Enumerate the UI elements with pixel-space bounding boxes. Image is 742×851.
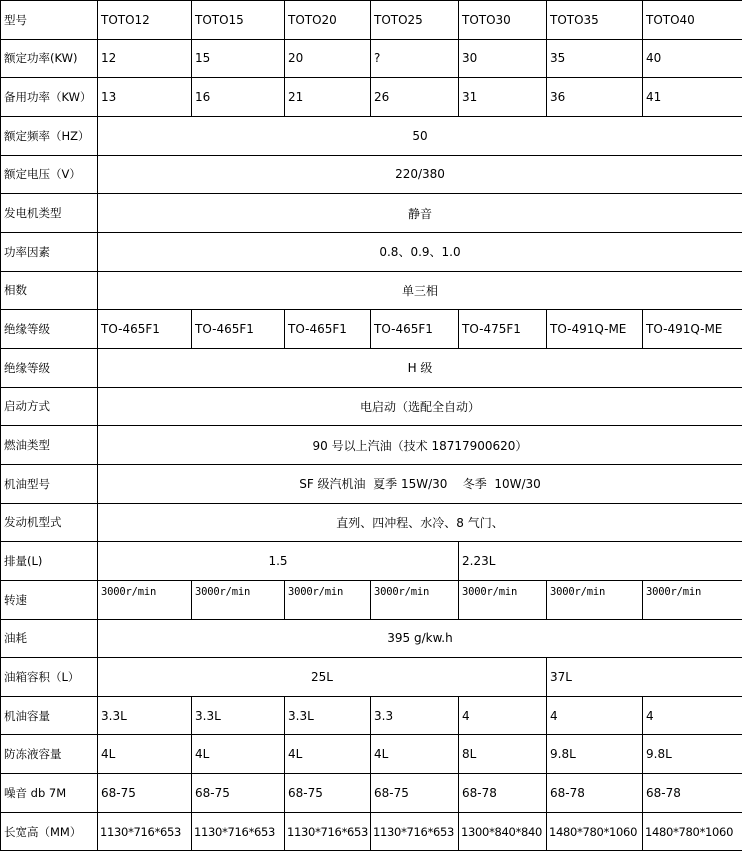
speed-cell: 3000r/min <box>547 580 643 619</box>
row-oil-capacity <box>1 696 742 735</box>
model-name: TOTO15 <box>192 1 285 40</box>
row-model <box>1 1 742 40</box>
dimensions-cell: 1130*716*653 <box>98 812 192 851</box>
model-name: TOTO30 <box>459 1 547 40</box>
oil-capacity-cell: 3.3L <box>285 696 371 735</box>
generator-type-value: 静音 <box>98 194 742 233</box>
insulation-model-cell: TO-491Q-ME <box>643 310 742 349</box>
label-start-mode: 启动方式 <box>1 387 98 426</box>
row-voltage <box>1 155 742 194</box>
label-generator-type: 发电机类型 <box>1 194 98 233</box>
label-power-factor: 功率因素 <box>1 232 98 271</box>
standby-power-cell: 21 <box>285 78 371 117</box>
label-displacement: 排量(L) <box>1 542 98 581</box>
row-phase <box>1 271 742 310</box>
coolant-capacity-cell: 4L <box>98 735 192 774</box>
displacement-value: 1.5 <box>98 542 459 581</box>
dimensions-cell: 1300*840*840 <box>459 812 547 851</box>
speed-cell: 3000r/min <box>371 580 459 619</box>
label-coolant-capacity: 防冻液容量 <box>1 735 98 774</box>
standby-power-cell: 26 <box>371 78 459 117</box>
tank-capacity-value: 37L <box>547 658 742 697</box>
insulation-model-cell: TO-475F1 <box>459 310 547 349</box>
row-noise <box>1 774 742 813</box>
label-oil-capacity: 机油容量 <box>1 696 98 735</box>
noise-cell: 68-78 <box>643 774 742 813</box>
speed-cell: 3000r/min <box>643 580 742 619</box>
label-dimensions: 长宽高（MM） <box>1 812 98 851</box>
model-name: TOTO35 <box>547 1 643 40</box>
rated-power-cell: 12 <box>98 39 192 78</box>
insulation-model-cell: TO-491Q-ME <box>547 310 643 349</box>
engine-form-value: 直列、四冲程、水冷、8 气门、 <box>98 503 742 542</box>
row-start-mode <box>1 387 742 426</box>
phase-value: 单三相 <box>98 271 742 310</box>
coolant-capacity-cell: 9.8L <box>643 735 742 774</box>
insulation-model-cell: TO-465F1 <box>98 310 192 349</box>
label-fuel-type: 燃油类型 <box>1 426 98 465</box>
row-generator-type <box>1 194 742 233</box>
dimensions-cell: 1130*716*653 <box>371 812 459 851</box>
row-insulation-model <box>1 310 742 349</box>
voltage-value: 220/380 <box>98 155 742 194</box>
noise-cell: 68-75 <box>98 774 192 813</box>
row-speed <box>1 580 742 619</box>
coolant-capacity-cell: 4L <box>371 735 459 774</box>
oil-capacity-cell: 4 <box>643 696 742 735</box>
power-factor-value: 0.8、0.9、1.0 <box>98 232 742 271</box>
rated-power-cell: 15 <box>192 39 285 78</box>
displacement-value: 2.23L <box>459 542 742 581</box>
row-coolant-capacity <box>1 735 742 774</box>
rated-power-cell: 35 <box>547 39 643 78</box>
noise-cell: 68-78 <box>459 774 547 813</box>
speed-cell: 3000r/min <box>285 580 371 619</box>
oil-capacity-cell: 4 <box>547 696 643 735</box>
label-fuel-consumption: 油耗 <box>1 619 98 658</box>
model-name: TOTO12 <box>98 1 192 40</box>
oil-capacity-cell: 3.3 <box>371 696 459 735</box>
model-name: TOTO20 <box>285 1 371 40</box>
row-rated-power <box>1 39 742 78</box>
oil-capacity-cell: 3.3L <box>192 696 285 735</box>
noise-cell: 68-75 <box>285 774 371 813</box>
row-fuel-consumption <box>1 619 742 658</box>
dimensions-cell: 1480*780*1060 <box>643 812 742 851</box>
label-model: 型号 <box>1 1 98 40</box>
insulation-model-cell: TO-465F1 <box>371 310 459 349</box>
row-frequency <box>1 116 742 155</box>
noise-cell: 68-75 <box>192 774 285 813</box>
dimensions-cell: 1130*716*653 <box>192 812 285 851</box>
row-oil-type <box>1 464 742 503</box>
insulation-model-cell: TO-465F1 <box>285 310 371 349</box>
standby-power-cell: 36 <box>547 78 643 117</box>
rated-power-cell: 40 <box>643 39 742 78</box>
label-insulation-class: 绝缘等级 <box>1 348 98 387</box>
standby-power-cell: 31 <box>459 78 547 117</box>
standby-power-cell: 16 <box>192 78 285 117</box>
fuel-type-value: 90 号以上汽油（技术 18717900620） <box>98 426 742 465</box>
oil-type-value: SF 级汽机油 夏季 15W/30 冬季 10W/30 <box>98 464 742 503</box>
start-mode-value: 电启动（选配全自动） <box>98 387 742 426</box>
noise-cell: 68-75 <box>371 774 459 813</box>
label-speed: 转速 <box>1 580 98 619</box>
rated-power-cell: ? <box>371 39 459 78</box>
insulation-model-cell: TO-465F1 <box>192 310 285 349</box>
row-insulation-class <box>1 348 742 387</box>
speed-cell: 3000r/min <box>98 580 192 619</box>
coolant-capacity-cell: 9.8L <box>547 735 643 774</box>
noise-cell: 68-78 <box>547 774 643 813</box>
coolant-capacity-cell: 4L <box>192 735 285 774</box>
standby-power-cell: 41 <box>643 78 742 117</box>
dimensions-cell: 1480*780*1060 <box>547 812 643 851</box>
row-power-factor <box>1 232 742 271</box>
label-insulation-model: 绝缘等级 <box>1 310 98 349</box>
speed-cell: 3000r/min <box>192 580 285 619</box>
coolant-capacity-cell: 8L <box>459 735 547 774</box>
fuel-consumption-value: 395 g/kw.h <box>98 619 742 658</box>
label-voltage: 额定电压（V） <box>1 155 98 194</box>
oil-capacity-cell: 3.3L <box>98 696 192 735</box>
row-tank-capacity <box>1 658 742 697</box>
rated-power-cell: 30 <box>459 39 547 78</box>
label-engine-form: 发动机型式 <box>1 503 98 542</box>
row-standby-power <box>1 78 742 117</box>
dimensions-cell: 1130*716*653 <box>285 812 371 851</box>
model-name: TOTO25 <box>371 1 459 40</box>
label-frequency: 额定频率（HZ） <box>1 116 98 155</box>
row-engine-form <box>1 503 742 542</box>
oil-capacity-cell: 4 <box>459 696 547 735</box>
coolant-capacity-cell: 4L <box>285 735 371 774</box>
speed-cell: 3000r/min <box>459 580 547 619</box>
label-oil-type: 机油型号 <box>1 464 98 503</box>
row-fuel-type <box>1 426 742 465</box>
standby-power-cell: 13 <box>98 78 192 117</box>
insulation-class-value: H 级 <box>98 348 742 387</box>
label-standby-power: 备用功率（KW） <box>1 78 98 117</box>
label-phase: 相数 <box>1 271 98 310</box>
row-displacement <box>1 542 742 581</box>
label-rated-power: 额定功率(KW) <box>1 39 98 78</box>
rated-power-cell: 20 <box>285 39 371 78</box>
label-tank-capacity: 油箱容积（L） <box>1 658 98 697</box>
frequency-value: 50 <box>98 116 742 155</box>
label-noise: 噪音 db 7M <box>1 774 98 813</box>
model-name: TOTO40 <box>643 1 742 40</box>
row-dimensions <box>1 812 742 851</box>
tank-capacity-value: 25L <box>98 658 547 697</box>
